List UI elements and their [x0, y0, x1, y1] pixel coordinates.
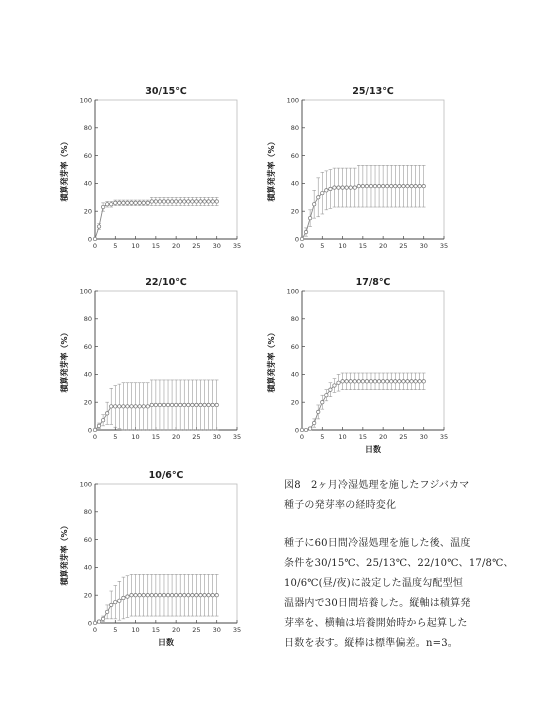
data-point [312, 203, 315, 206]
x-tick-label: 30 [212, 626, 221, 634]
data-point [349, 380, 352, 383]
data-point [110, 405, 113, 408]
data-point [341, 186, 344, 189]
plot-frame [95, 100, 237, 239]
x-tick-label: 35 [439, 242, 449, 250]
data-point [207, 403, 210, 406]
data-point [101, 205, 104, 208]
data-point [93, 621, 96, 624]
data-point [361, 184, 364, 187]
y-tick-label: 80 [83, 315, 92, 324]
caption-body-line-2: 条件を30/15℃、25/13℃、22/10℃、17/8℃、 [284, 558, 514, 569]
data-point [101, 419, 104, 422]
x-tick-label: 0 [92, 626, 98, 634]
y-tick-label: 0 [294, 235, 299, 244]
data-point [353, 186, 356, 189]
data-point [341, 380, 344, 383]
x-tick-label: 5 [113, 626, 118, 634]
data-point [304, 428, 307, 431]
data-point [369, 184, 372, 187]
y-tick-label: 60 [290, 342, 299, 351]
data-point [317, 410, 320, 413]
data-point [390, 184, 393, 187]
data-point [93, 237, 96, 240]
y-tick-label: 100 [79, 287, 92, 296]
x-tick-label: 30 [419, 242, 428, 250]
data-point [195, 403, 198, 406]
data-point [146, 594, 149, 597]
y-tick-label: 0 [87, 426, 92, 435]
y-axis-label: 積算発芽率（%） [267, 137, 276, 202]
data-point [158, 594, 161, 597]
x-tick-label: 5 [113, 242, 118, 250]
data-point [138, 201, 141, 204]
data-point [118, 405, 121, 408]
data-point [166, 200, 169, 203]
x-tick-label: 25 [399, 242, 408, 250]
data-point [211, 403, 214, 406]
caption-body-line-4: 温器内で30日間培養した。縦軸は積算発 [284, 598, 471, 609]
data-point [365, 380, 368, 383]
y-tick-label: 100 [286, 96, 299, 105]
data-point [174, 403, 177, 406]
data-point [337, 186, 340, 189]
data-point [105, 412, 108, 415]
data-point [402, 380, 405, 383]
data-point [146, 405, 149, 408]
data-point [394, 380, 397, 383]
data-point [154, 594, 157, 597]
data-point [207, 594, 210, 597]
x-tick-label: 0 [299, 242, 305, 250]
data-point [373, 380, 376, 383]
data-point [126, 201, 129, 204]
data-point [195, 200, 198, 203]
y-tick-label: 0 [294, 426, 299, 435]
data-point [187, 200, 190, 203]
data-point [369, 380, 372, 383]
data-point [134, 405, 137, 408]
data-point [345, 380, 348, 383]
caption-body-line-3: 10/6℃(昼/夜)に設定した温度勾配型恒 [284, 578, 464, 589]
y-tick-label: 0 [87, 235, 92, 244]
y-tick-label: 100 [79, 96, 92, 105]
data-point [174, 594, 177, 597]
x-tick-label: 20 [172, 626, 181, 634]
data-point [174, 200, 177, 203]
data-point [312, 421, 315, 424]
data-point [195, 594, 198, 597]
data-point [170, 200, 173, 203]
data-point [349, 186, 352, 189]
data-point [199, 403, 202, 406]
data-point [166, 403, 169, 406]
x-tick-label: 5 [320, 433, 325, 441]
data-point [114, 600, 117, 603]
data-point [105, 610, 108, 613]
x-tick-label: 35 [232, 626, 242, 634]
data-point [211, 200, 214, 203]
data-point [381, 184, 384, 187]
data-point [162, 403, 165, 406]
data-point [122, 596, 125, 599]
caption-body-line-1: 種子に60日間冷湿処理を施した後、温度 [284, 538, 471, 549]
data-point [142, 405, 145, 408]
x-axis-label: 日数 [365, 445, 381, 454]
data-point [357, 380, 360, 383]
data-point [170, 403, 173, 406]
data-point [183, 403, 186, 406]
data-point [154, 200, 157, 203]
data-point [215, 594, 218, 597]
data-point [179, 200, 182, 203]
data-point [308, 427, 311, 430]
y-tick-label: 40 [290, 179, 299, 188]
caption-title-line-1: 図8 2ヶ月冷湿処理を施したフジバカマ [284, 480, 470, 491]
data-point [418, 380, 421, 383]
y-axis-label: 積算発芽率（%） [267, 328, 276, 393]
data-point [414, 380, 417, 383]
data-point [191, 403, 194, 406]
x-tick-label: 35 [232, 242, 242, 250]
data-point [325, 189, 328, 192]
data-point [207, 200, 210, 203]
data-point [333, 384, 336, 387]
data-point [211, 594, 214, 597]
data-point [170, 594, 173, 597]
x-tick-label: 0 [92, 242, 98, 250]
data-point [162, 594, 165, 597]
figure-caption [284, 476, 519, 654]
x-tick-label: 30 [419, 433, 428, 441]
x-tick-label: 10 [338, 433, 347, 441]
data-point [398, 380, 401, 383]
data-point [377, 380, 380, 383]
data-point [410, 184, 413, 187]
y-tick-label: 80 [290, 124, 299, 133]
data-point [199, 594, 202, 597]
data-point [191, 594, 194, 597]
y-tick-label: 80 [83, 124, 92, 133]
caption-title-line-2: 種子の発芽率の経時変化 [284, 500, 397, 511]
data-point [345, 186, 348, 189]
data-point [418, 184, 421, 187]
y-tick-label: 20 [290, 207, 299, 216]
chart-title: 22/10℃ [145, 277, 187, 288]
data-point [142, 594, 145, 597]
data-point [203, 403, 206, 406]
data-point [329, 388, 332, 391]
data-point [300, 428, 303, 431]
data-point [105, 203, 108, 206]
y-tick-label: 100 [79, 480, 92, 489]
data-point [422, 184, 425, 187]
data-point [154, 403, 157, 406]
y-tick-label: 60 [83, 342, 92, 351]
chart-title: 10/6℃ [148, 470, 184, 481]
x-axis-label: 日数 [158, 638, 174, 647]
x-tick-label: 10 [131, 433, 140, 441]
x-tick-label: 15 [151, 433, 160, 441]
x-tick-label: 20 [379, 433, 388, 441]
data-point [333, 186, 336, 189]
data-point [390, 380, 393, 383]
x-tick-label: 15 [151, 626, 160, 634]
y-tick-label: 80 [83, 508, 92, 517]
data-point [304, 230, 307, 233]
data-point [353, 380, 356, 383]
y-tick-label: 80 [290, 315, 299, 324]
series-line [95, 201, 217, 239]
data-point [386, 184, 389, 187]
x-tick-label: 15 [151, 242, 160, 250]
x-tick-label: 5 [320, 242, 325, 250]
data-point [215, 200, 218, 203]
data-point [122, 405, 125, 408]
x-tick-label: 25 [192, 242, 201, 250]
x-tick-label: 30 [212, 242, 221, 250]
data-point [325, 394, 328, 397]
data-point [321, 401, 324, 404]
data-point [162, 200, 165, 203]
data-point [317, 196, 320, 199]
data-point [365, 184, 368, 187]
caption-body-line-6: 日数を表す。縦棒は標準偏差。n=3。 [284, 638, 458, 649]
data-point [187, 594, 190, 597]
y-tick-label: 20 [290, 398, 299, 407]
data-point [97, 225, 100, 228]
data-point [118, 599, 121, 602]
data-point [422, 380, 425, 383]
data-point [381, 380, 384, 383]
data-point [166, 594, 169, 597]
data-point [118, 201, 121, 204]
x-tick-label: 35 [439, 433, 449, 441]
data-point [402, 184, 405, 187]
data-point [321, 191, 324, 194]
data-point [406, 380, 409, 383]
data-point [373, 184, 376, 187]
chart-17-8 [262, 273, 502, 458]
data-point [138, 405, 141, 408]
data-point [329, 187, 332, 190]
y-tick-label: 20 [83, 207, 92, 216]
data-point [142, 201, 145, 204]
data-point [179, 594, 182, 597]
data-point [158, 403, 161, 406]
x-tick-label: 10 [338, 242, 347, 250]
data-point [410, 380, 413, 383]
data-point [134, 201, 137, 204]
y-tick-label: 40 [83, 179, 92, 188]
data-point [406, 184, 409, 187]
data-point [126, 405, 129, 408]
data-point [414, 184, 417, 187]
x-tick-label: 20 [379, 242, 388, 250]
caption-body-line-5: 芽率を、横軸は培養開始時から起算した [284, 618, 468, 629]
data-point [215, 403, 218, 406]
data-point [130, 594, 133, 597]
data-point [394, 184, 397, 187]
x-tick-label: 10 [131, 242, 140, 250]
data-point [138, 594, 141, 597]
y-axis-label: 積算発芽率（%） [60, 328, 69, 393]
y-tick-label: 40 [83, 370, 92, 379]
plot-frame [95, 291, 237, 430]
data-point [134, 594, 137, 597]
x-tick-label: 15 [358, 433, 367, 441]
x-tick-label: 20 [172, 433, 181, 441]
data-point [150, 594, 153, 597]
x-tick-label: 35 [232, 433, 242, 441]
x-tick-label: 10 [131, 626, 140, 634]
data-point [150, 403, 153, 406]
x-tick-label: 5 [113, 433, 118, 441]
data-point [97, 620, 100, 623]
x-tick-label: 0 [299, 433, 305, 441]
y-tick-label: 20 [83, 398, 92, 407]
data-point [179, 403, 182, 406]
data-point [300, 237, 303, 240]
x-tick-label: 25 [192, 626, 201, 634]
data-point [97, 424, 100, 427]
data-point [191, 200, 194, 203]
y-tick-label: 60 [83, 535, 92, 544]
y-axis-label: 積算発芽率（%） [60, 521, 69, 586]
data-point [114, 405, 117, 408]
y-tick-label: 60 [83, 151, 92, 160]
data-point [337, 381, 340, 384]
data-point [158, 200, 161, 203]
x-tick-label: 25 [192, 433, 201, 441]
data-point [110, 203, 113, 206]
data-point [203, 200, 206, 203]
data-point [361, 380, 364, 383]
data-point [126, 595, 129, 598]
data-point [150, 200, 153, 203]
plot-frame [302, 100, 444, 239]
data-point [130, 201, 133, 204]
x-tick-label: 20 [172, 242, 181, 250]
x-tick-label: 15 [358, 242, 367, 250]
chart-title: 25/13℃ [352, 86, 394, 97]
data-point [386, 380, 389, 383]
data-point [130, 405, 133, 408]
data-point [101, 617, 104, 620]
y-tick-label: 20 [83, 591, 92, 600]
y-tick-label: 0 [87, 619, 92, 628]
data-point [203, 594, 206, 597]
y-tick-label: 60 [290, 151, 299, 160]
chart-title: 30/15℃ [145, 86, 187, 97]
data-point [377, 184, 380, 187]
data-point [357, 184, 360, 187]
y-tick-label: 100 [286, 287, 299, 296]
data-point [187, 403, 190, 406]
data-point [398, 184, 401, 187]
data-point [308, 216, 311, 219]
y-tick-label: 40 [83, 563, 92, 572]
y-tick-label: 40 [290, 370, 299, 379]
x-tick-label: 0 [92, 433, 98, 441]
data-point [93, 428, 96, 431]
data-point [183, 594, 186, 597]
chart-25-13 [262, 82, 502, 252]
data-point [146, 201, 149, 204]
data-point [183, 200, 186, 203]
data-point [114, 201, 117, 204]
chart-10-6 [55, 466, 295, 651]
data-point [199, 200, 202, 203]
chart-22-10 [55, 273, 295, 443]
data-point [122, 201, 125, 204]
chart-title: 17/8℃ [355, 277, 391, 288]
x-tick-label: 25 [399, 433, 408, 441]
data-point [110, 603, 113, 606]
chart-30-15 [55, 82, 295, 252]
x-tick-label: 30 [212, 433, 221, 441]
y-axis-label: 積算発芽率（%） [60, 137, 69, 202]
